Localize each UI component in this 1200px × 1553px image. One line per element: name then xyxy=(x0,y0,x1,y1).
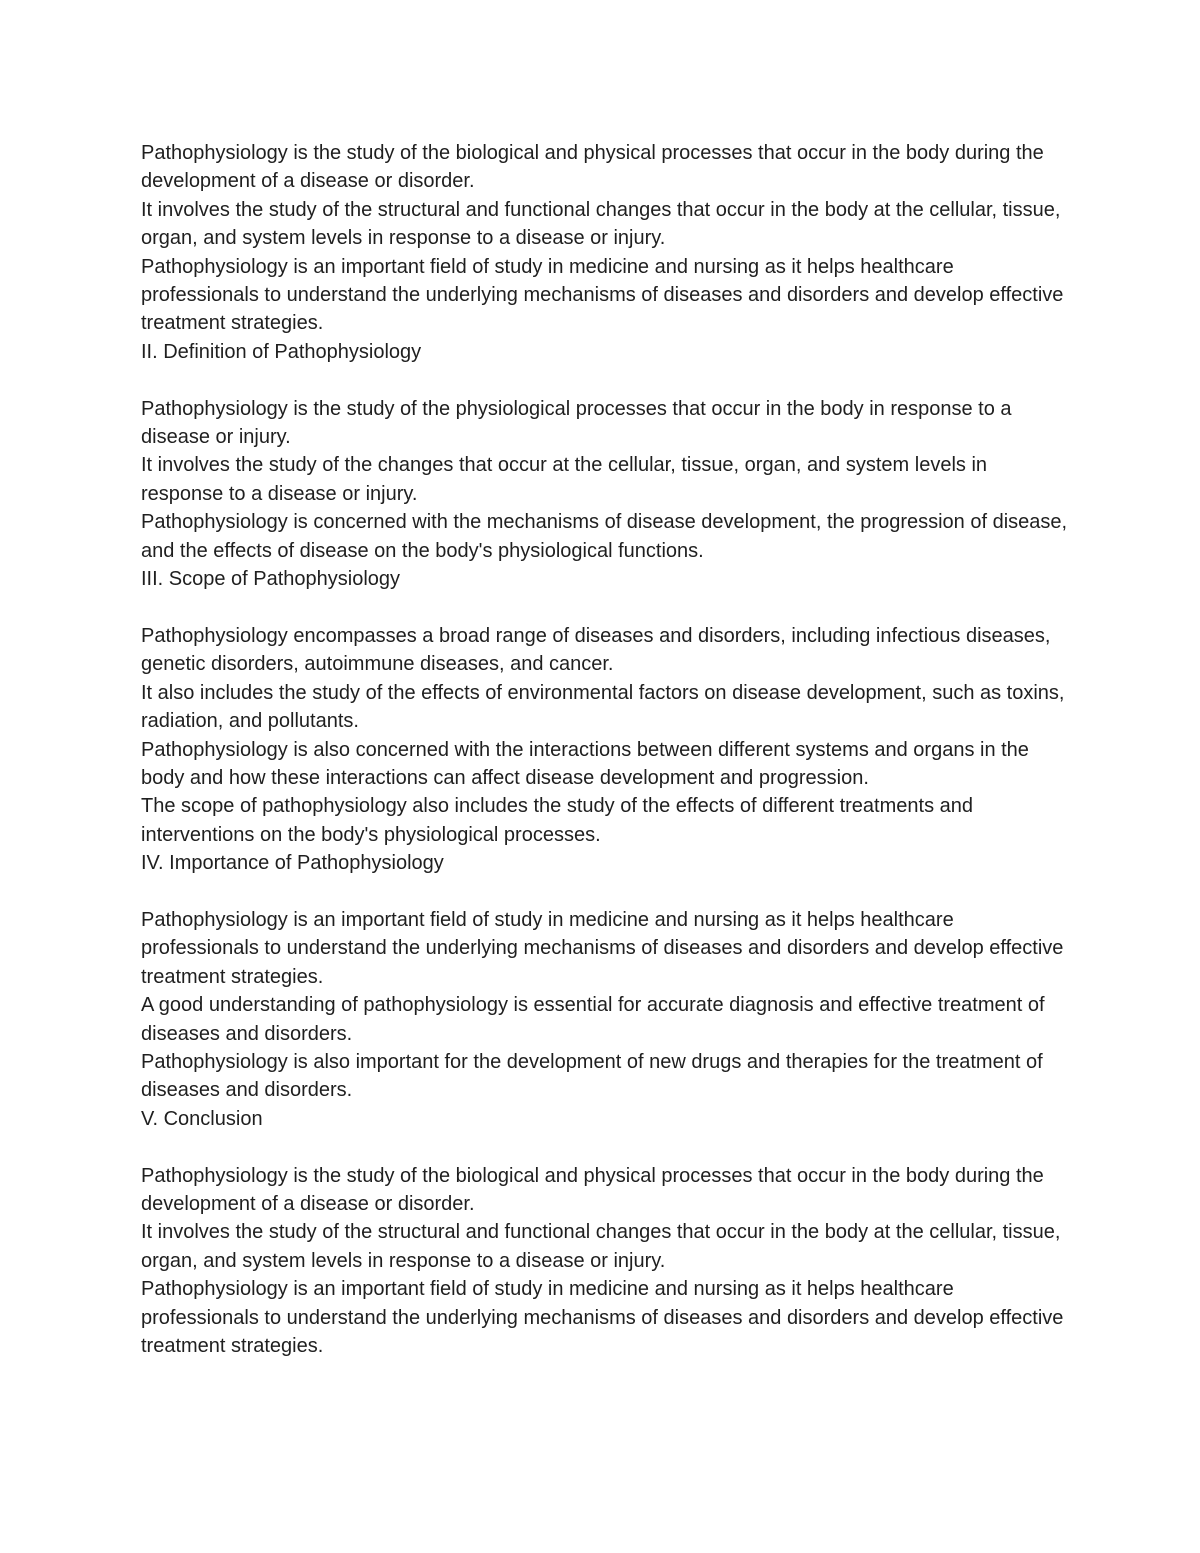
scope-paragraph-3: Pathophysiology is also concerned with the interactions between different systems and organs in the body and how these interactions can affect disease development and progression. xyxy=(141,738,1029,789)
conclusion-paragraph-2: It involves the study of the structural and functional changes that occur in the body at the cellular, tissue, organ, and system levels in response to a disease or injury. xyxy=(141,1221,1061,1272)
importance-paragraph-2: A good understanding of pathophysiology is essential for accurate diagnosis and effective treatment of diseases and disorders. xyxy=(141,994,1045,1045)
section-heading-conclusion: V. Conclusion xyxy=(141,1107,263,1130)
document-body xyxy=(141,139,1071,1360)
scope-paragraph-4: The scope of pathophysiology also includes the study of the effects of different treatments and interventions on the body's physiological processes. xyxy=(141,795,974,846)
blank-line xyxy=(141,593,1071,621)
intro-paragraph-1: Pathophysiology is the study of the biological and physical processes that occur in the body during the development of a disease or disorder. xyxy=(141,142,1044,193)
scope-paragraph-2: It also includes the study of the effects of environmental factors on disease development, such as toxins, radiation, and pollutants. xyxy=(141,681,1065,733)
intro-paragraph-3: Pathophysiology is an important field of study in medicine and nursing as it helps healthcare professionals to understand the underlying mechanisms of diseases and disorders and develop effective treatment strategies. xyxy=(141,255,1064,335)
definition-paragraph-2: It involves the study of the changes that occur at the cellular, tissue, organ, and system levels in response to a disease or injury. xyxy=(141,454,988,505)
section-heading-importance: IV. Importance of Pathophysiology xyxy=(141,852,444,875)
importance-paragraph-1: Pathophysiology is an important field of study in medicine and nursing as it helps healthcare professionals to understand the underlying mechanisms of diseases and disorders and develop effective treatment strategies. xyxy=(141,908,1064,988)
importance-paragraph-3: Pathophysiology is also important for the development of new drugs and therapies for the treatment of diseases and disorders. xyxy=(141,1050,1043,1102)
definition-paragraph-3: Pathophysiology is concerned with the mechanisms of disease development, the progression of disease, and the effects of disease on the body's physiological functions. xyxy=(141,511,1068,562)
section-heading-definition: II. Definition of Pathophysiology xyxy=(141,340,422,363)
blank-line xyxy=(141,1133,1071,1161)
blank-line xyxy=(141,878,1071,906)
definition-paragraph-1: Pathophysiology is the study of the physiological processes that occur in the body in response to a disease or injury. xyxy=(141,397,1012,449)
blank-line xyxy=(141,366,1071,394)
section-heading-scope: III. Scope of Pathophysiology xyxy=(141,568,401,591)
conclusion-paragraph-1: Pathophysiology is the study of the biological and physical processes that occur in the body during the development of a disease or disorder. xyxy=(141,1164,1044,1215)
intro-paragraph-2: It involves the study of the structural and functional changes that occur in the body at the cellular, tissue, organ, and system levels in response to a disease or injury. xyxy=(141,198,1061,250)
conclusion-paragraph-3: Pathophysiology is an important field of study in medicine and nursing as it helps healthcare professionals to understand the underlying mechanisms of diseases and disorders and develop effective treatment strategies. xyxy=(141,1278,1064,1357)
scope-paragraph-1: Pathophysiology encompasses a broad range of diseases and disorders, including infectious diseases, genetic disorders, autoimmune diseases, and cancer. xyxy=(141,624,1051,676)
